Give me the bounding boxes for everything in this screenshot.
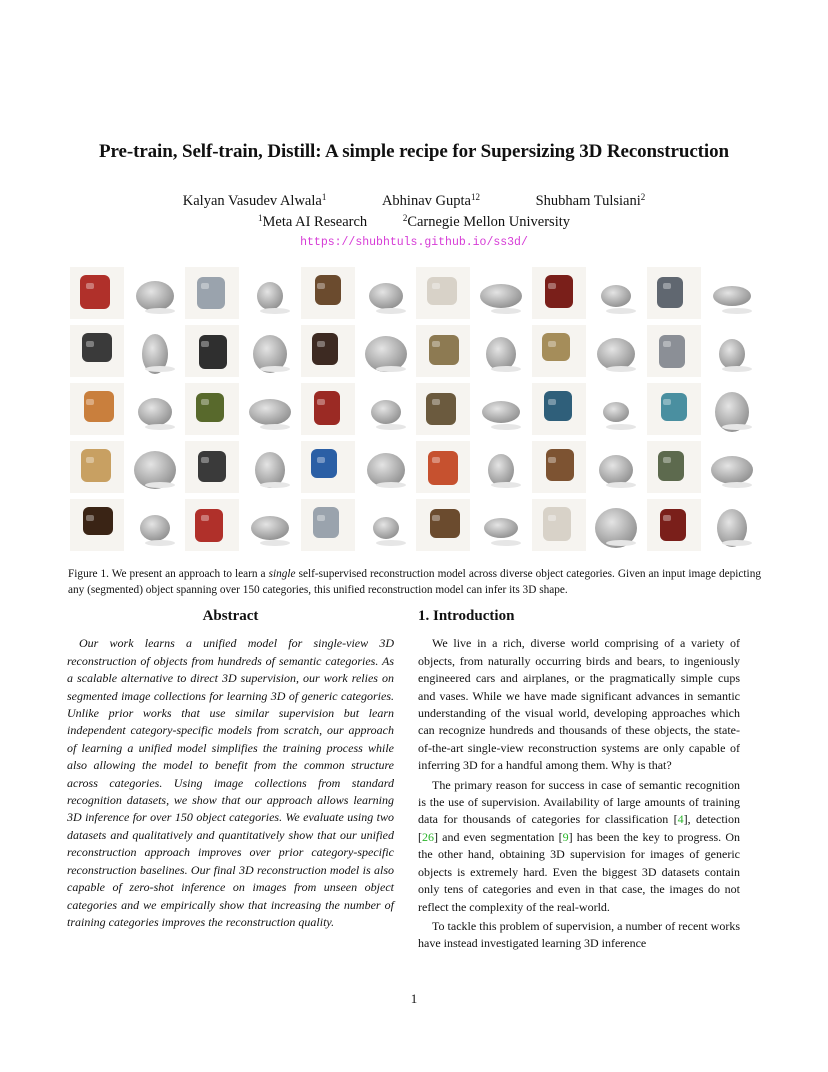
backpack-photo	[414, 497, 472, 553]
mug-photo	[299, 381, 357, 437]
urn-photo	[68, 381, 126, 437]
rooster-photo	[530, 381, 588, 437]
tank-3d-reconstruction	[241, 497, 299, 553]
figure-1-image-grid	[68, 265, 760, 555]
cruise-ship-photo	[645, 439, 703, 495]
giraffe-photo	[414, 381, 472, 437]
shark-photo	[530, 439, 588, 495]
giraffe-3d-reconstruction	[472, 381, 530, 437]
airplane-3d-reconstruction	[241, 265, 299, 321]
affiliation-list	[0, 213, 828, 231]
author: Shubham Tulsiani$^2$	[535, 192, 646, 209]
car-3d-reconstruction	[126, 323, 184, 379]
backpack-3d-reconstruction	[472, 497, 530, 553]
hair-dryer-photo	[414, 323, 472, 379]
laptop-photo	[299, 323, 357, 379]
dog-3d-reconstruction	[587, 265, 645, 321]
turtle-3d-reconstruction	[703, 497, 761, 553]
urn-3d-reconstruction	[126, 381, 184, 437]
abstract-heading: Abstract	[202, 608, 259, 624]
segway-photo	[68, 265, 126, 321]
pot-3d-reconstruction	[472, 439, 530, 495]
guitar-3d-reconstruction	[357, 439, 415, 495]
introduction-heading: 1. Introduction	[418, 608, 515, 624]
vase-red-photo	[645, 265, 703, 321]
car-photo	[68, 323, 126, 379]
boot-machine-photo	[183, 323, 241, 379]
guitar-photo	[299, 439, 357, 495]
intro-paragraph-3: To tackle this problem of supervision, a number of recent works have instead investigated learning 3D inference	[418, 918, 740, 951]
briefcase-photo	[530, 323, 588, 379]
drill-photo	[299, 497, 357, 553]
airplane-photo	[183, 265, 241, 321]
intro-paragraph-2: The primary reason for success in case of semantic recognition is the use of supervision. Availability of large amounts of training data for thousands of categories for classification [4], detection [26] and even segmentation [9] has been the key to progress. On the other hand, obtaining 3D supervision for images of generic objects is extremely hard. Even the biggest 3D datasets contain only tens of categories and even in that case, the images do not reflect the complexity of the real-world.	[418, 777, 740, 914]
tank-photo	[183, 497, 241, 553]
zebra-3d-reconstruction	[126, 439, 184, 495]
citation-link[interactable]: 4	[677, 812, 684, 827]
zebra-photo	[68, 439, 126, 495]
screwdriver-photo	[645, 381, 703, 437]
rooster-3d-reconstruction	[587, 381, 645, 437]
author: Abhinav Gupta$^{12}$	[381, 192, 480, 209]
pot-photo	[414, 439, 472, 495]
segway-3d-reconstruction	[126, 265, 184, 321]
turtle-photo	[645, 497, 703, 553]
train-3d-reconstruction	[241, 381, 299, 437]
figure-caption: Figure 1. We present an approach to learn a single self-supervised reconstruction model across diverse object categories. Given an input image depicting any (segmented) object spanning over 150 categories, this unified reconstruction model can infer its 3D shape.	[68, 568, 761, 596]
mug-3d-reconstruction	[357, 381, 415, 437]
paper-title: Pre-train, Self-train, Distill: A simple recipe for Supersizing 3D Reconstruction	[99, 141, 729, 162]
table-3d-reconstruction	[587, 497, 645, 553]
glass-3d-reconstruction	[126, 497, 184, 553]
boot-machine-3d-reconstruction	[241, 323, 299, 379]
table-photo	[530, 497, 588, 553]
drill-3d-reconstruction	[357, 497, 415, 553]
page-number: 1	[410, 991, 418, 1006]
affiliation: $^2$Carnegie Mellon University	[402, 213, 570, 230]
tall-boot-3d-reconstruction	[703, 323, 761, 379]
author: Kalyan Vasudev Alwala$^1$	[182, 192, 327, 209]
hair-dryer-3d-reconstruction	[472, 323, 530, 379]
motorcycle-3d-reconstruction	[357, 265, 415, 321]
glass-photo	[68, 497, 126, 553]
citation-link[interactable]: 26	[422, 829, 434, 844]
abstract-text: Our work learns a unified model for single-view 3D reconstruction of objects from hundreds of semantic categories. As a scalable alternative to direct 3D supervision, our work relies on segmented image collections for learning 3D of generic categories. Unlike prior works that use similar supervision but learn independent category-specific models from scratch, our approach of learning a unified model simplifies the training process while also allowing the model to benefit from the common structure across categories. Using image collections from standard recognition datasets, we show that our approach allows learning 3D inference for over 150 object categories. We evaluate using two datasets and qualitatively and quantitatively show that our unified reconstruction approach improves over prior category-specific reconstruction baselines. Our final 3D reconstruction model is also capable of zero-shot inference on images from unseen object categories and we empirically show that increasing the number of training categories improves the reconstruction quality.	[67, 636, 394, 929]
author-list	[0, 192, 828, 210]
cruise-ship-3d-reconstruction	[703, 439, 761, 495]
intro-paragraph-1: We live in a rich, diverse world comprising of a variety of objects, from naturally occurring birds and bears, to ingeniously engineered cars and airplanes, or the pragmatically simple cups and vases. While we have made significant advances in semantic understanding of the visual world, developing approaches which can recognize hundreds and thousands of these objects, the state-of-the-art single-view reconstruction systems are only capable of inferring 3D for a handful among them. Why is that?	[418, 636, 740, 773]
ketchup-bottle-photo	[183, 439, 241, 495]
laptop-3d-reconstruction	[357, 323, 415, 379]
affiliation: $^1$Meta AI Research	[258, 213, 368, 230]
screwdriver-3d-reconstruction	[703, 381, 761, 437]
ketchup-bottle-3d-reconstruction	[241, 439, 299, 495]
project-url[interactable]: https://shubhtuls.github.io/ss3d/	[300, 236, 528, 249]
shark-3d-reconstruction	[587, 439, 645, 495]
introduction-column	[418, 608, 740, 955]
chair-3d-reconstruction	[472, 265, 530, 321]
citation-link[interactable]: 9	[562, 829, 569, 844]
briefcase-3d-reconstruction	[587, 323, 645, 379]
train-photo	[183, 381, 241, 437]
chair-photo	[414, 265, 472, 321]
abstract-column	[67, 608, 394, 931]
vase-red-3d-reconstruction	[703, 265, 761, 321]
dog-photo	[530, 265, 588, 321]
tall-boot-photo	[645, 323, 703, 379]
motorcycle-photo	[299, 265, 357, 321]
